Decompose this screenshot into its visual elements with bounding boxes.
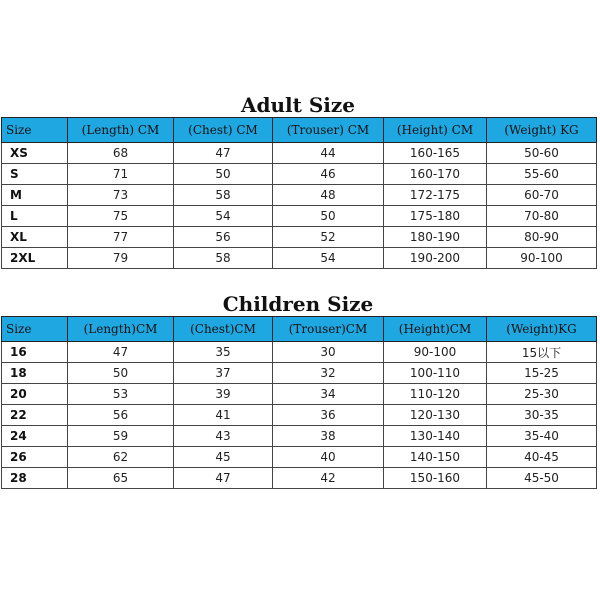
children-table-cell: 53 — [68, 384, 174, 405]
adult-header-height: (Height) CM — [384, 118, 487, 143]
children-table-row — [2, 384, 597, 405]
adult-table-cell: 2XL — [2, 248, 68, 269]
adult-table-cell: 54 — [174, 206, 273, 227]
adult-table-cell: XS — [2, 143, 68, 164]
children-table-row — [2, 426, 597, 447]
children-table-cell: 39 — [174, 384, 273, 405]
children-table-cell: 47 — [174, 468, 273, 489]
children-table-row — [2, 468, 597, 489]
children-table-cell: 90-100 — [384, 342, 487, 363]
children-table-cell: 62 — [68, 447, 174, 468]
children-table-cell: 40 — [273, 447, 384, 468]
adult-table-cell: 160-170 — [384, 164, 487, 185]
adult-table-cell: 47 — [174, 143, 273, 164]
children-table-cell: 15以下 — [487, 342, 597, 363]
children-size-table — [1, 316, 597, 489]
adult-table-cell: 79 — [68, 248, 174, 269]
adult-table-cell: 54 — [273, 248, 384, 269]
adult-table-cell: 71 — [68, 164, 174, 185]
adult-table-cell: 190-200 — [384, 248, 487, 269]
children-header-trouser: (Trouser)CM — [273, 317, 384, 342]
adult-table-cell: 68 — [68, 143, 174, 164]
children-table-cell: 120-130 — [384, 405, 487, 426]
children-table-cell: 40-45 — [487, 447, 597, 468]
adult-table-cell: 172-175 — [384, 185, 487, 206]
children-table-cell: 32 — [273, 363, 384, 384]
adult-table-cell: 75 — [68, 206, 174, 227]
children-table-cell: 20 — [2, 384, 68, 405]
adult-table-cell: XL — [2, 227, 68, 248]
children-header-size: Size — [2, 317, 68, 342]
adult-size-title: Adult Size — [241, 93, 355, 117]
children-table-cell: 34 — [273, 384, 384, 405]
adult-header-trouser: (Trouser) CM — [273, 118, 384, 143]
children-table-cell: 56 — [68, 405, 174, 426]
adult-table-cell: 60-70 — [487, 185, 597, 206]
children-table-cell: 45-50 — [487, 468, 597, 489]
children-table-cell: 37 — [174, 363, 273, 384]
children-table-cell: 35-40 — [487, 426, 597, 447]
adult-table-cell: S — [2, 164, 68, 185]
children-table-cell: 28 — [2, 468, 68, 489]
children-table-cell: 42 — [273, 468, 384, 489]
adult-table-row — [2, 143, 597, 164]
children-header-weight: (Weight)KG — [487, 317, 597, 342]
children-table-cell: 59 — [68, 426, 174, 447]
children-table-cell: 43 — [174, 426, 273, 447]
adult-table-cell: 70-80 — [487, 206, 597, 227]
adult-table-cell: 50 — [174, 164, 273, 185]
adult-table-cell: 77 — [68, 227, 174, 248]
children-table-cell: 65 — [68, 468, 174, 489]
adult-table-row — [2, 185, 597, 206]
adult-table-cell: 50-60 — [487, 143, 597, 164]
children-table-row — [2, 363, 597, 384]
adult-size-table — [1, 117, 597, 269]
children-table-row — [2, 342, 597, 363]
adult-table-cell: 160-165 — [384, 143, 487, 164]
adult-table-cell: 52 — [273, 227, 384, 248]
children-table-cell: 35 — [174, 342, 273, 363]
children-table-cell: 38 — [273, 426, 384, 447]
children-table-cell: 130-140 — [384, 426, 487, 447]
adult-table-cell: L — [2, 206, 68, 227]
adult-table-cell: 175-180 — [384, 206, 487, 227]
children-table-cell: 45 — [174, 447, 273, 468]
adult-header-chest: (Chest) CM — [174, 118, 273, 143]
children-table-cell: 41 — [174, 405, 273, 426]
adult-header-weight: (Weight) KG — [487, 118, 597, 143]
adult-header-row — [2, 118, 597, 143]
adult-table-cell: 48 — [273, 185, 384, 206]
children-table-row — [2, 447, 597, 468]
children-table-cell: 30-35 — [487, 405, 597, 426]
children-table-row — [2, 405, 597, 426]
size-chart — [0, 92, 596, 516]
adult-table-cell: 50 — [273, 206, 384, 227]
children-table-cell: 15-25 — [487, 363, 597, 384]
children-table-cell: 110-120 — [384, 384, 487, 405]
children-table-cell: 30 — [273, 342, 384, 363]
children-header-row — [2, 317, 597, 342]
adult-table-row — [2, 227, 597, 248]
children-table-cell: 26 — [2, 447, 68, 468]
children-table-cell: 24 — [2, 426, 68, 447]
children-table-cell: 36 — [273, 405, 384, 426]
adult-table-row — [2, 248, 597, 269]
adult-table-cell: 180-190 — [384, 227, 487, 248]
children-table-cell: 150-160 — [384, 468, 487, 489]
adult-table-cell: 80-90 — [487, 227, 597, 248]
adult-table-row — [2, 206, 597, 227]
children-header-length: (Length)CM — [68, 317, 174, 342]
adult-table-cell: 58 — [174, 185, 273, 206]
adult-table-cell: 46 — [273, 164, 384, 185]
adult-table-cell: 73 — [68, 185, 174, 206]
children-table-cell: 50 — [68, 363, 174, 384]
adult-table-row — [2, 164, 597, 185]
adult-header-length: (Length) CM — [68, 118, 174, 143]
children-table-cell: 25-30 — [487, 384, 597, 405]
adult-table-cell: 56 — [174, 227, 273, 248]
children-table-cell: 18 — [2, 363, 68, 384]
children-table-cell: 16 — [2, 342, 68, 363]
children-size-title: Children Size — [222, 292, 374, 316]
adult-table-cell: 58 — [174, 248, 273, 269]
adult-table-cell: M — [2, 185, 68, 206]
children-header-chest: (Chest)CM — [174, 317, 273, 342]
children-table-cell: 22 — [2, 405, 68, 426]
children-table-cell: 100-110 — [384, 363, 487, 384]
adult-header-size: Size — [2, 118, 68, 143]
children-table-cell: 140-150 — [384, 447, 487, 468]
children-header-height: (Height)CM — [384, 317, 487, 342]
children-table-cell: 47 — [68, 342, 174, 363]
adult-table-cell: 44 — [273, 143, 384, 164]
adult-table-cell: 55-60 — [487, 164, 597, 185]
adult-table-cell: 90-100 — [487, 248, 597, 269]
